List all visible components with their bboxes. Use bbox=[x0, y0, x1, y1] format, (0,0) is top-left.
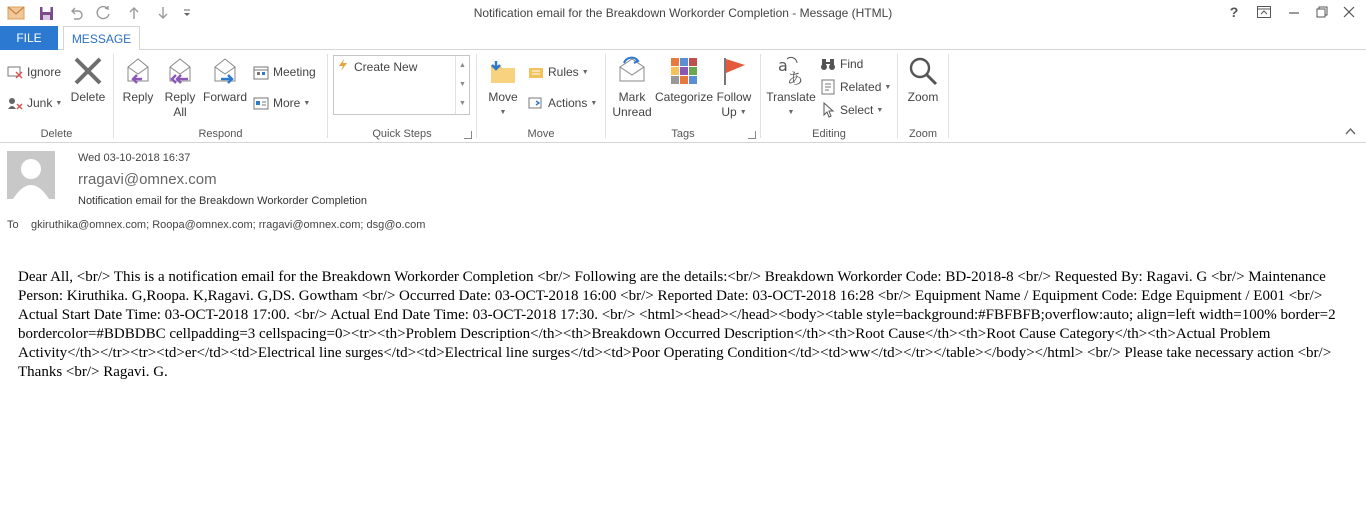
collapse-ribbon-icon[interactable] bbox=[1345, 127, 1356, 138]
more-respond-icon bbox=[252, 95, 270, 111]
delete-group bbox=[0, 50, 113, 143]
create-new-quick-step[interactable] bbox=[338, 59, 417, 74]
move-group-label: Move bbox=[527, 128, 555, 140]
move-folder-icon bbox=[486, 54, 520, 88]
translate-dropdown-icon: ▼ bbox=[787, 109, 795, 116]
actions-button[interactable] bbox=[527, 93, 597, 113]
select-button[interactable] bbox=[819, 100, 883, 120]
window-title: Notification email for the Breakdown Workorder Completion - Message (HTML) bbox=[473, 6, 893, 20]
tab-message[interactable]: MESSAGE bbox=[63, 26, 140, 51]
to-label: To bbox=[7, 219, 19, 231]
sender-avatar bbox=[7, 151, 55, 199]
title-bar bbox=[0, 0, 1366, 26]
mark-unread-label-line1: Mark bbox=[618, 90, 646, 104]
forward-button[interactable] bbox=[202, 54, 248, 105]
quick-steps-group bbox=[328, 50, 476, 143]
binoculars-icon bbox=[819, 56, 837, 72]
junk-dropdown-icon: ▼ bbox=[55, 99, 63, 107]
respond-group-label: Respond bbox=[198, 128, 243, 140]
reply-all-label-line2: All bbox=[173, 105, 187, 119]
zoom-label: Zoom bbox=[907, 90, 939, 104]
create-new-label: Create New bbox=[354, 59, 418, 74]
reply-button[interactable] bbox=[120, 54, 156, 105]
follow-up-label-line2: Up bbox=[721, 105, 737, 119]
message-subject: Notification email for the Breakdown Workorder Completion bbox=[78, 195, 367, 207]
junk-label: Junk bbox=[27, 96, 53, 110]
magnifier-icon bbox=[906, 54, 940, 88]
reply-all-button[interactable] bbox=[160, 54, 200, 120]
find-button[interactable] bbox=[819, 54, 863, 74]
tags-launcher-icon[interactable] bbox=[748, 131, 756, 139]
rules-dropdown-icon: ▼ bbox=[581, 68, 589, 76]
cursor-icon bbox=[819, 102, 837, 118]
delete-icon bbox=[71, 54, 105, 88]
mark-unread-icon bbox=[615, 54, 649, 88]
forward-label: Forward bbox=[202, 90, 247, 104]
scroll-up-icon[interactable]: ▲ bbox=[459, 62, 466, 69]
mark-unread-label-line2: Unread bbox=[612, 105, 652, 119]
follow-up-button[interactable] bbox=[714, 54, 754, 120]
minimize-icon[interactable] bbox=[1282, 3, 1306, 21]
reply-icon bbox=[121, 54, 155, 88]
more-respond-button[interactable] bbox=[252, 93, 310, 113]
follow-up-line2-wrap bbox=[714, 105, 754, 120]
mark-unread-button[interactable] bbox=[610, 54, 654, 120]
message-date: Wed 03-10-2018 16:37 bbox=[78, 152, 191, 164]
zoom-group-label: Zoom bbox=[908, 128, 938, 140]
move-button[interactable] bbox=[483, 54, 523, 120]
actions-dropdown-icon: ▼ bbox=[590, 99, 598, 107]
select-dropdown-icon: ▼ bbox=[876, 106, 884, 114]
find-label: Find bbox=[840, 57, 864, 71]
move-group bbox=[477, 50, 605, 143]
translate-icon bbox=[774, 54, 808, 88]
zoom-group bbox=[898, 50, 948, 143]
categorize-label: Categorize bbox=[654, 90, 714, 104]
ribbon-tabs bbox=[0, 26, 1366, 50]
select-label: Select bbox=[840, 103, 874, 117]
message-sender[interactable]: rragavi@omnex.com bbox=[78, 171, 217, 188]
follow-up-flag-icon bbox=[717, 54, 751, 88]
close-icon[interactable] bbox=[1337, 3, 1361, 21]
follow-up-label-line1: Follow bbox=[716, 90, 752, 104]
rules-button[interactable] bbox=[527, 62, 589, 82]
quick-steps-scrollbar[interactable] bbox=[455, 56, 469, 114]
translate-button[interactable] bbox=[765, 54, 817, 120]
tags-group bbox=[606, 50, 760, 143]
ignore-icon bbox=[6, 64, 24, 80]
translate-label: Translate bbox=[766, 90, 816, 104]
forward-icon bbox=[208, 54, 242, 88]
related-dropdown-icon: ▼ bbox=[884, 83, 892, 91]
svg-text:あ: あ bbox=[787, 69, 804, 87]
svg-text:a: a bbox=[778, 56, 788, 75]
respond-group bbox=[114, 50, 327, 143]
delete-group-label: Delete bbox=[40, 128, 73, 140]
reply-all-label-line1: Reply bbox=[164, 90, 196, 104]
reply-label: Reply bbox=[122, 90, 154, 104]
help-button[interactable] bbox=[1222, 3, 1246, 21]
categorize-button[interactable] bbox=[654, 54, 714, 105]
zoom-button[interactable] bbox=[902, 54, 944, 105]
junk-icon bbox=[6, 95, 24, 111]
quick-steps-gallery bbox=[333, 55, 470, 115]
meeting-icon bbox=[252, 64, 270, 80]
rules-icon bbox=[527, 64, 545, 80]
reply-all-icon bbox=[163, 54, 197, 88]
message-body: Dear All, <br/> This is a notification email for the Breakdown Workorder Completion <br/> Following are the details:<br/> Breakdown Workorder Code: BD-2018-8 <br/> Requested By: Ragavi. G <br/> Maintenance Person: Kiruthika. G,Roopa. K,Ragavi. G,DS. Gowtham <br/> Occurred Date: 03-OCT-2018 16:00 <br/> Reported Date: 03-OCT-2018 16:28 <br/> Equipment Name / Equipment Code: Edge Equipment / E001 <br/> Actual Start Date Time: 03-OCT-2018 17:00. <br/> Actual End Date Time: 03-OCT-2018 17:30. <br/> <html><head></head><body><table style=background:#FBFBFB;overflow:auto; align=left width=100% border=2 bordercolor=#BDBDBC cellpadding=3 cellspacing=0><tr><th>Problem Description</th><th>Breakdown Occurred Description</th><th>Root Cause</th><th>Root Cause Category</th><th>Actual Problem Activity</th></tr><tr><td>er</td><td>Electrical line surges</td><td>Electrical line surges</td><td>Poor Operating Condition</td><td>ww</td></tr></table></body></html> <br/> Please take necessary action <br/> Thanks <br/> Ragavi. G. bbox=[18, 269, 1336, 380]
ignore-label: Ignore bbox=[27, 65, 62, 79]
quick-steps-group-label: Quick Steps bbox=[372, 128, 432, 140]
delete-label: Delete bbox=[70, 90, 106, 104]
tags-group-label: Tags bbox=[671, 128, 695, 140]
rules-label: Rules bbox=[548, 65, 579, 79]
more-respond-label: More bbox=[273, 96, 301, 110]
delete-button[interactable] bbox=[68, 54, 108, 105]
ignore-button[interactable] bbox=[6, 62, 61, 82]
more-dropdown-icon: ▼ bbox=[303, 99, 311, 107]
actions-icon bbox=[527, 95, 545, 111]
help-label: ? bbox=[1229, 4, 1239, 20]
meeting-label: Meeting bbox=[273, 65, 316, 79]
gallery-expand-icon[interactable]: ▼ bbox=[459, 100, 466, 107]
scroll-down-icon[interactable]: ▼ bbox=[459, 81, 466, 88]
lightning-icon bbox=[338, 59, 348, 74]
to-recipients[interactable]: gkiruthika@omnex.com; Roopa@omnex.com; rragavi@omnex.com; dsg@o.com bbox=[31, 219, 426, 231]
categorize-icon bbox=[667, 54, 701, 88]
actions-label: Actions bbox=[548, 96, 588, 110]
move-dropdown-icon: ▼ bbox=[499, 109, 507, 116]
related-icon bbox=[819, 79, 837, 95]
related-label: Related bbox=[840, 80, 882, 94]
meeting-button[interactable] bbox=[252, 62, 316, 82]
ribbon-display-options-icon[interactable] bbox=[1252, 3, 1276, 21]
move-label: Move bbox=[488, 90, 518, 104]
tab-file[interactable]: FILE bbox=[0, 26, 58, 50]
follow-up-dropdown-icon: ▼ bbox=[739, 109, 747, 116]
ribbon bbox=[0, 50, 1366, 143]
related-button[interactable] bbox=[819, 77, 891, 97]
editing-group bbox=[761, 50, 897, 143]
junk-button[interactable] bbox=[6, 93, 62, 113]
restore-icon[interactable] bbox=[1310, 3, 1334, 21]
editing-group-label: Editing bbox=[812, 128, 846, 140]
quick-steps-launcher-icon[interactable] bbox=[464, 131, 472, 139]
group-separator bbox=[948, 54, 949, 138]
